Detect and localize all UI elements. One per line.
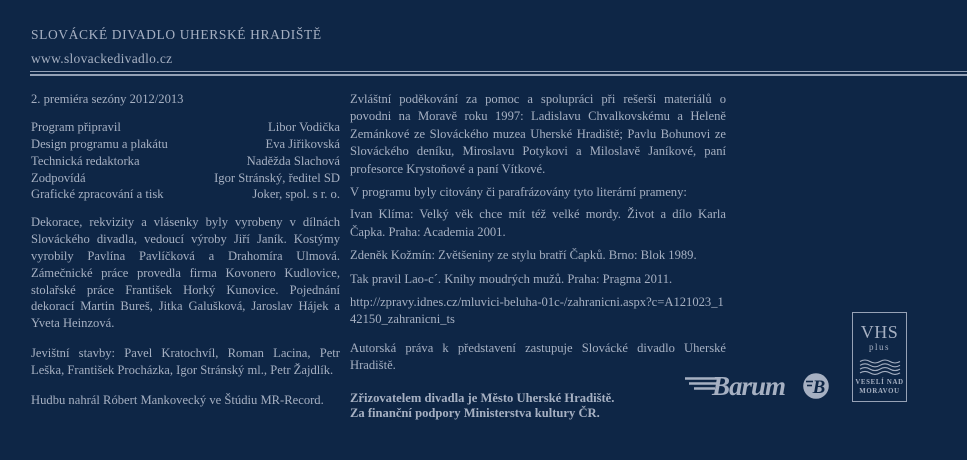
vhs-plus-logo [852, 312, 907, 402]
credit-name: Eva Jiřikovská [265, 136, 340, 151]
credit-row [31, 136, 340, 153]
credit-row [31, 153, 340, 170]
credit-row [31, 170, 340, 187]
vhs-city-line2: MORAVOU [859, 387, 900, 395]
credit-role: Grafické zpracování a tisk [31, 187, 164, 202]
vhs-plus-label: plus [868, 342, 890, 352]
credit-role: Program připravil [31, 119, 121, 134]
source-url: http://zpravy.idnes.cz/mluvici-beluha-01c-/zahranicni.aspx?c=A121023_142150_zahranicni_ts [350, 295, 724, 327]
header [31, 27, 322, 67]
source-item: Zdeněk Kožmín: Zvětšeniny ze stylu bratří Čapků. Brno: Blok 1989. [350, 248, 697, 263]
acknowledgement-paragraph: Zvláštní poděkování za pomoc a spolupráci při rešerši materiálů o povodni na Moravě roku 1997: Ladislavu Chvalkovskému a Heleně Zemánkové ze Slováckého muzea Uherské Hradiště; Pavlu Bohunovi ze Slováckého deníku, Miroslavu Potykovi a Miloslavě Janíkové, paní profesorce Krystoňové a paní Vítkové. [350, 92, 726, 176]
barum-badge-letter: B [812, 377, 826, 398]
source-item: Tak pravil Lao-c´. Knihy moudrých mužů. Praha: Pragma 2011. [350, 271, 673, 286]
credit-role: Technická redaktorka [31, 153, 140, 168]
credits-list [31, 119, 340, 204]
source-item: Ivan Klíma: Velký věk chce mít též velké mordy. Život a dílo Karla Čapka. Praha: Academia 2001. [350, 207, 726, 239]
barum-b-badge-icon [803, 373, 829, 399]
barum-logo [685, 370, 833, 401]
funding-line: Za finanční podpory Ministerstva kultury ČR. [350, 406, 600, 421]
founder-line: Zřizovatelem divadla je Město Uherské Hradiště. [350, 390, 615, 405]
wave-lines-icon [859, 359, 901, 375]
barum-wordmark: Barum [712, 371, 786, 401]
theater-name: SLOVÁCKÉ DIVADLO UHERSKÉ HRADIŠTĚ [31, 27, 322, 42]
music-paragraph: Hudbu nahrál Róbert Mankovecký ve Štúdiu MR-Record. [31, 392, 324, 407]
credit-row [31, 119, 340, 136]
website-url: www.slovackedivadlo.cz [31, 51, 173, 66]
production-paragraph: Dekorace, rekvizity a vlásenky byly vyrobeny v dílnách Slováckého divadla, vedoucí výroby Jiří Janík. Kostýmy vyrobily Pavlína Pavlíčková a Drahomíra Ulmová. Zámečnické práce provedla firma Kovonero Kudlovice, stolařské práce František Horký Kunovice. Pojednání dekorací Martin Bureš, Jitka Galušková, Jaroslav Hájek a Yveta Heinzová. [31, 215, 340, 331]
divider-rule [30, 71, 967, 76]
credit-role: Zodpovídá [31, 170, 86, 185]
credit-row [31, 186, 340, 203]
right-column [350, 91, 726, 422]
vhs-city [853, 379, 906, 396]
credit-role: Design programu a plakátu [31, 136, 168, 151]
credit-name: Libor Vodička [268, 119, 340, 134]
premiere-line: 2. premiéra sezóny 2012/2013 [31, 92, 184, 106]
vhs-city-line1: VESELÍ NAD [855, 379, 904, 386]
rights-paragraph: Autorská práva k představení zastupuje Slovácké divadlo Uherské Hradiště. [350, 340, 726, 373]
credit-name: Igor Stránský, ředitel SD [214, 170, 340, 185]
sources-intro: V programu byly citovány či parafrázovány tyto literární prameny: [350, 185, 687, 200]
vhs-name: VHS [860, 322, 899, 342]
stage-builds-paragraph: Jevištní stavby: Pavel Kratochvíl, Roman Lacina, Petr Leška, František Procházka, Igor Stránský ml., Petr Žajdlík. [31, 345, 340, 377]
credit-name: Joker, spol. s r. o. [252, 187, 340, 202]
credit-name: Naděžda Slachová [246, 153, 340, 168]
left-column [31, 91, 340, 421]
